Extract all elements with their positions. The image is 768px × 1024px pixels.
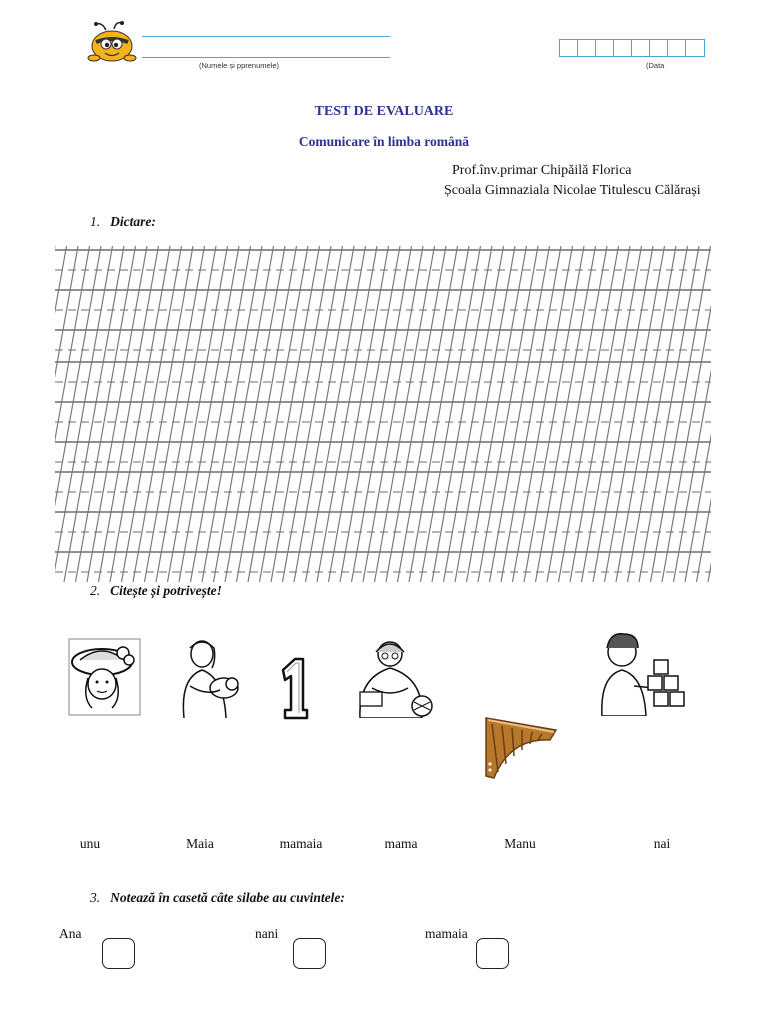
question-3: [90, 890, 345, 906]
syllable-count-box[interactable]: [102, 938, 135, 969]
name-line[interactable]: [142, 57, 390, 58]
match-word: Maia: [186, 836, 214, 851]
match-word: mama: [384, 836, 418, 851]
question-number: 3.: [90, 890, 101, 905]
name-caption: (Numele și pprenumele): [199, 61, 280, 70]
school-name: Școala Gimnaziala Nicolae Titulescu Călărași: [444, 183, 701, 198]
question-1: [90, 214, 156, 230]
match-word: mamaia: [279, 836, 323, 851]
match-word: Manu: [504, 836, 536, 851]
question-text: Notează în casetă câte silabe au cuvintele:: [110, 890, 345, 905]
date-boxes[interactable]: [559, 39, 705, 57]
syllable-word: Ana: [59, 926, 82, 941]
girl-with-hat-icon: [68, 638, 141, 716]
date-caption: (Data: [646, 61, 665, 70]
question-2: [90, 583, 222, 599]
question-text: Dictare:: [110, 214, 156, 229]
page-subtitle: Comunicare în limba română: [298, 134, 470, 149]
question-number: 1.: [90, 214, 101, 229]
teacher-name: Prof.înv.primar Chipăilă Florica: [452, 163, 632, 178]
grandmother-icon: [352, 638, 436, 718]
syllable-count-box[interactable]: [293, 938, 326, 969]
syllable-word: nani: [255, 926, 279, 941]
syllable-word: mamaia: [425, 926, 468, 941]
question-text: Citește și potrivește!: [110, 583, 222, 598]
handwriting-grid[interactable]: [55, 246, 711, 582]
mother-with-baby-icon: [170, 638, 245, 718]
question-number: 2.: [90, 583, 101, 598]
panpipe-icon: [480, 712, 562, 782]
match-word: unu: [79, 836, 101, 851]
boy-with-blocks-icon: [598, 630, 686, 716]
name-line[interactable]: [142, 36, 390, 37]
number-one-icon: [277, 656, 309, 720]
page-title: TEST DE EVALUARE: [314, 104, 454, 119]
match-word: nai: [653, 836, 671, 851]
syllable-count-box[interactable]: [476, 938, 509, 969]
bee-mascot-icon: [86, 20, 142, 62]
